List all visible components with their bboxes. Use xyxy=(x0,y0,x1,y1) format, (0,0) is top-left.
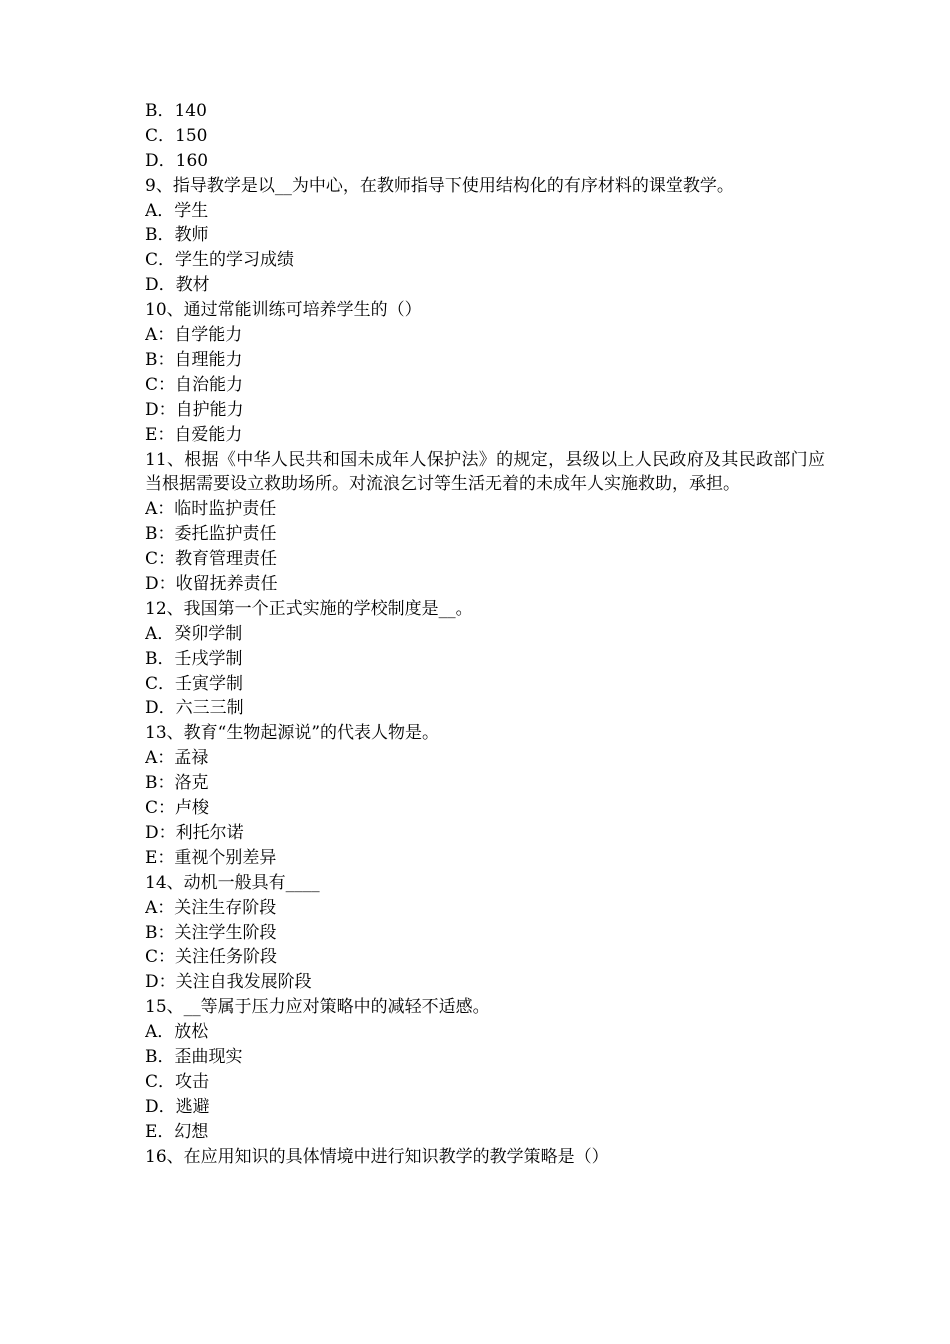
document-body xyxy=(145,99,825,1169)
option-line: C．壬寅学制 xyxy=(145,673,244,694)
option-line: E．幻想 xyxy=(145,1121,209,1142)
option-line: D：利托尔诺 xyxy=(145,822,244,843)
option-line: C．150 xyxy=(145,125,208,146)
option-line: E：自爱能力 xyxy=(145,424,243,445)
option-line: C：教育管理责任 xyxy=(145,549,278,570)
question-line: 10、通过常能训练可培养学生的（） xyxy=(145,300,422,321)
option-line: A．学生 xyxy=(145,200,209,221)
question-line: 15、__等属于压力应对策略中的减轻不适感。 xyxy=(145,997,490,1018)
option-line: A．放松 xyxy=(145,1022,209,1043)
option-line: C．攻击 xyxy=(145,1071,210,1092)
option-line: D．160 xyxy=(145,150,209,171)
option-line: B．壬戌学制 xyxy=(145,648,243,669)
question-line: 14、动机一般具有____ xyxy=(145,872,320,893)
option-line: D．教材 xyxy=(145,275,210,296)
question-line: 16、在应用知识的具体情境中进行知识教学的教学策略是（） xyxy=(145,1146,609,1167)
option-line: A：孟禄 xyxy=(145,748,209,769)
option-line: D．逃避 xyxy=(145,1096,210,1117)
option-line: B：关注学生阶段 xyxy=(145,922,277,943)
option-line: B：委托监护责任 xyxy=(145,524,277,545)
option-line: D：关注自我发展阶段 xyxy=(145,972,312,993)
option-line: B．歪曲现实 xyxy=(145,1046,243,1067)
option-line: D：收留抚养责任 xyxy=(145,573,278,594)
question-line: 9、指导教学是以__为中心，在教师指导下使用结构化的有序材料的课堂教学。 xyxy=(145,175,734,196)
option-line: A：关注生存阶段 xyxy=(145,897,277,918)
option-line: C：自治能力 xyxy=(145,374,244,395)
option-line: A：临时监护责任 xyxy=(145,499,277,520)
option-line: C：关注任务阶段 xyxy=(145,947,278,968)
option-line: A．癸卯学制 xyxy=(145,623,243,644)
option-line: A：自学能力 xyxy=(145,325,243,346)
option-line: D．六三三制 xyxy=(145,698,244,719)
question-line: 12、我国第一个正式实施的学校制度是__。 xyxy=(145,598,473,619)
question-line: 13、教育“生物起源说”的代表人物是。 xyxy=(145,723,440,744)
option-line: D：自护能力 xyxy=(145,399,244,420)
question-line: 11、根据《中华人民共和国未成年人保护法》的规定，县级以上人民政府及其民政部门应当根据需要设立救助场所。对流浪乞讨等生活无着的未成年人实施救助，承担。 xyxy=(145,449,825,495)
option-line: B：洛克 xyxy=(145,773,209,794)
option-line: B．教师 xyxy=(145,225,209,246)
option-line: C：卢梭 xyxy=(145,798,210,819)
option-line: B：自理能力 xyxy=(145,349,243,370)
option-line: B．140 xyxy=(145,101,207,121)
option-line: C．学生的学习成绩 xyxy=(145,250,295,271)
option-line: E：重视个别差异 xyxy=(145,847,277,868)
